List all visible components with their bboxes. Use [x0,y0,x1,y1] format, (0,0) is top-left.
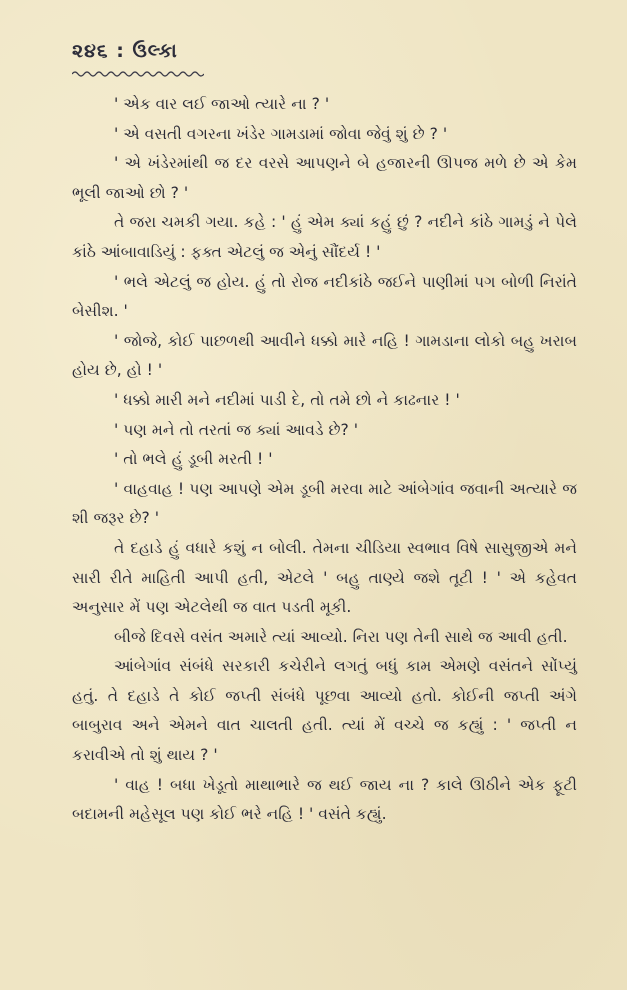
paragraph: બીજે દિવસે વસંત અમારે ત્યાં આવ્યો. નિરા પણ તેની સાથે જ આવી હતી. [114,627,568,646]
paragraph: આંબેગાંવ સંબંધે સરકારી કચેરીને લગતું બધું કામ એમણે વસંતને સોંપ્યું હતું. તે દહાડે તે કોઈ જપ્તી સંબંધે પૂછવા આવ્યો હતો. કોઈની જપ્તી અંગે બાબુરાવ અને એમને વાત ચાલતી હતી. ત્યાં મેં વચ્ચે જ કહ્યું : ' જપ્તી ન કરાવીએ તો શું થાય ? ' [72,657,577,765]
chapter-title: ઉલ્કા [132,40,178,62]
paragraph: તે જરા ચમકી ગયા. કહે : ' હું એમ ક્યાં કહું છું ? નદીને કાંઠે ગામડું ને પેલે કાંઠે આંબાવાડિયું : ફક્ત એટલું જ એનું સૌંદર્ય ! ' [72,213,577,261]
paragraph: ' પણ મને તો તરતાં જ ક્યાં આવડે છે? ' [114,420,359,439]
page-number: ૨૪૬ [72,40,109,62]
paragraph: ' એ ખંડેરમાંથી જ દર વરસે આપણને બે હજારની ઊપજ મળે છે એ કેમ ભૂલી જાઓ છો ? ' [72,154,577,202]
paragraph: ' વાહવાહ ! પણ આપણે એમ ડૂબી મરવા માટે આંબેગાંવ જવાની અત્યારે જ શી જરૂર છે? ' [72,479,577,528]
header-wavy-rule [72,70,204,78]
paragraph: ' એક વાર લઈ જાઓ ત્યારે ના ? ' [114,95,330,113]
paragraph: ' ભલે એટલું જ હોય. હું તો રોજ નદીકાંઠે જઈને પાણીમાં પગ બોળી નિરાંતે બેસીશ. ' [72,272,577,321]
header-separator: : [116,40,125,62]
paragraph: ' તો ભલે હું ડૂબી મરતી ! ' [114,450,273,469]
paragraph: ' ધક્કો મારી મને નદીમાં પાડી દે, તો તમે છો ને કાઢનાર ! ' [114,390,460,409]
paragraph: ' જોજે, કોઈ પાછળથી આવીને ધક્કો મારે નહિ ! ગામડાના લોકો બહુ ખરાબ હોય છે, હો ! ' [72,331,577,380]
paragraph: ' વાહ ! બધા ખેડૂતો માથાભારે જ થઈ જાય ના ? કાલે ઊઠીને એક ફૂટી બદામની મહેસૂલ પણ કોઈ ભરે નહિ ! ' વસંતે કહ્યું. [72,775,577,824]
paragraph: ' એ વસતી વગરના ખંડેર ગામડામાં જોવા જેવું શું છે ? ' [114,124,448,143]
paragraph: તે દહાડે હું વધારે કશું ન બોલી. તેમના ચીડિયા સ્વભાવ વિષે સાસુજીએ મને સારી રીતે માહિતી આપી હતી, એટલે ' બહુ તાણ્યે જશે તૂટી ! ' એ કહેવત અનુસાર મેં પણ એટલેથી જ વાત પડતી મૂકી. [72,538,577,617]
page-body [72,90,577,830]
page-header [72,40,178,62]
